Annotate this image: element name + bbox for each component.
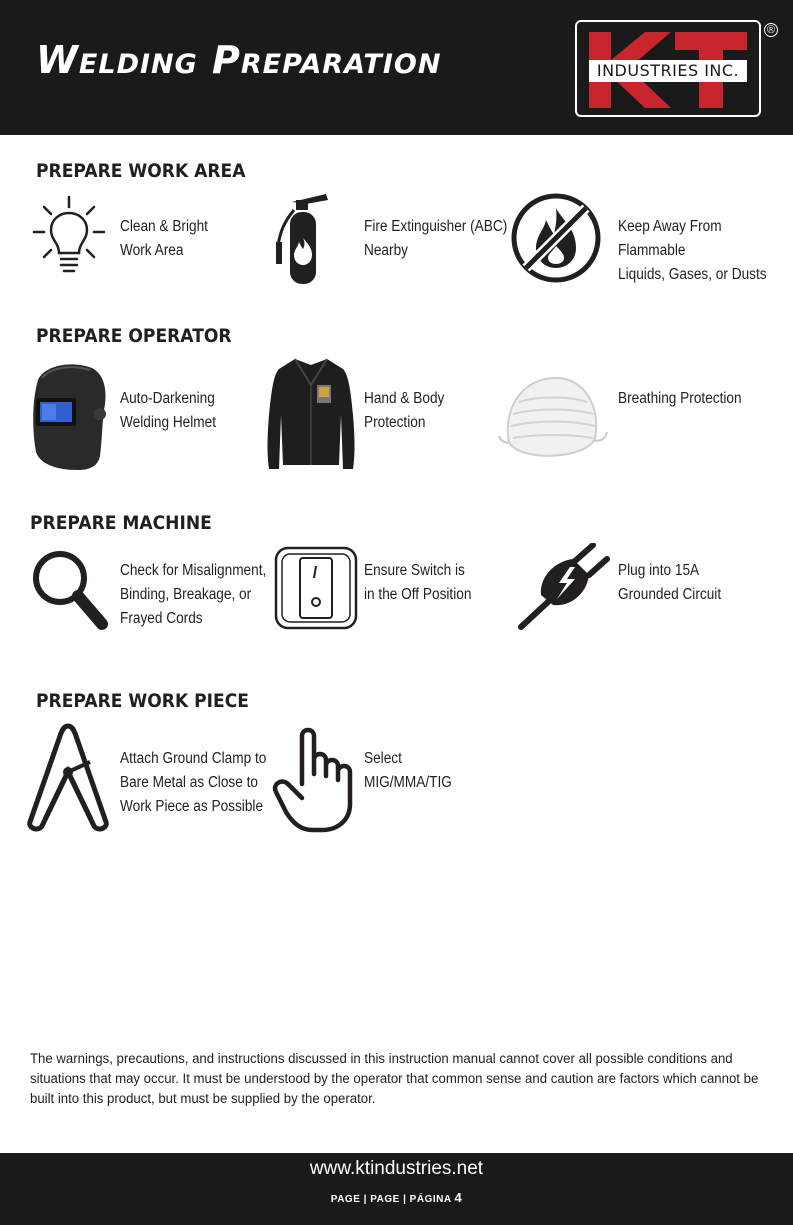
fire-extinguisher-icon — [272, 192, 334, 286]
item-text-hand-body: Hand & Body Protection — [364, 390, 445, 431]
electric-plug-icon — [515, 543, 615, 631]
logo-subtitle: INDUSTRIES INC. — [589, 60, 747, 82]
dust-mask-icon — [497, 372, 609, 464]
power-switch-icon — [274, 546, 358, 630]
lightbulb-icon — [30, 195, 108, 277]
no-flame-icon — [510, 192, 602, 284]
section-heading-work-piece: PREPARE WORK PIECE — [36, 690, 249, 712]
item-text-clean-work-area: Clean & Bright Work Area — [120, 218, 208, 259]
item-text-switch-off: Ensure Switch is in the Off Position — [364, 562, 472, 603]
footer-bar — [0, 1153, 793, 1225]
item-text-select-mode: Select MIG/MMA/TIG — [364, 750, 452, 791]
magnifying-glass-icon — [30, 548, 110, 632]
section-heading-operator: PREPARE OPERATOR — [36, 325, 232, 347]
website-link[interactable]: www.ktindustries.net — [309, 1158, 484, 1179]
kt-industries-logo — [575, 20, 761, 117]
ground-clamp-icon — [24, 722, 114, 832]
welding-helmet-icon — [30, 360, 108, 472]
item-text-welding-helmet: Auto-Darkening Welding Helmet — [120, 390, 217, 431]
item-text-plug-circuit: Plug into 15A Grounded Circuit — [618, 562, 722, 603]
page-title: Welding Preparation — [36, 38, 442, 82]
section-heading-machine: PREPARE MACHINE — [30, 512, 212, 534]
item-text-check-cords: Check for Misalignment, Binding, Breakage, or Frayed Cords — [120, 562, 267, 627]
section-heading-work-area: PREPARE WORK AREA — [36, 160, 246, 182]
pointing-hand-icon — [272, 724, 356, 834]
header-bar — [0, 0, 793, 135]
item-text-fire-extinguisher: Fire Extinguisher (ABC) Nearby — [364, 218, 508, 259]
item-text-breathing: Breathing Protection — [618, 390, 742, 407]
item-text-flammables: Keep Away From Flammable Liquids, Gases, or Dusts — [618, 218, 767, 283]
page-indicator — [0, 1190, 793, 1205]
disclaimer-text: The warnings, precautions, and instructions discussed in this instruction manual cannot cover all possible conditions and situations that may occur. It must be understood by the operator that common sense and caution are factors which cannot be built into this product, but must be supplied by the operator. — [30, 1051, 759, 1107]
page-label: PAGE | PAGE | PÁGINA — [330, 1194, 452, 1205]
registered-mark: ® — [764, 23, 778, 37]
welding-jacket-icon — [265, 355, 357, 475]
page-number: 4 — [454, 1190, 463, 1205]
item-text-ground-clamp: Attach Ground Clamp to Bare Metal as Close to Work Piece as Possible — [120, 750, 267, 815]
